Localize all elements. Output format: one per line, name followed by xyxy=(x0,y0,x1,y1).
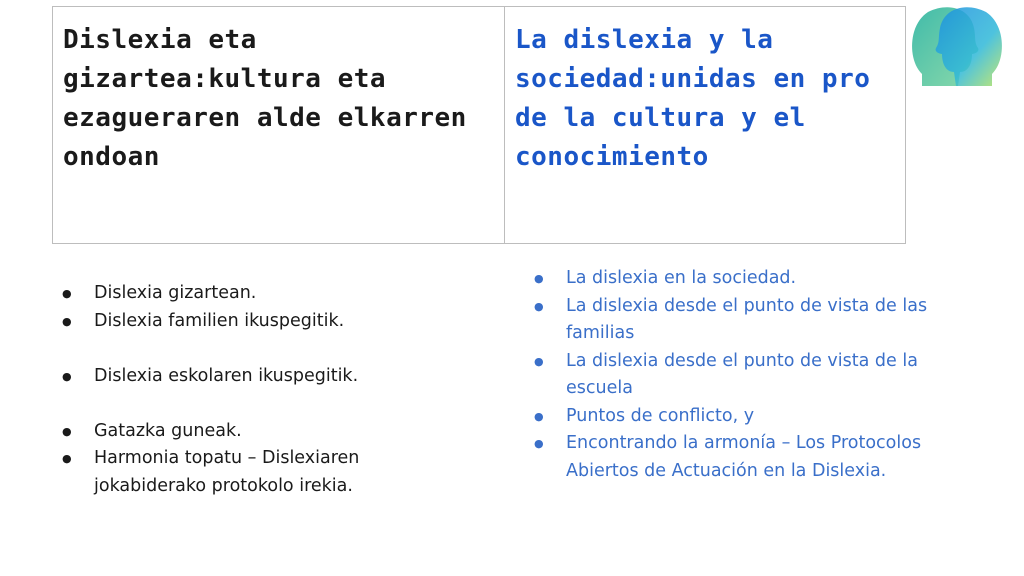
list-item: ● Puntos de conflicto, y xyxy=(530,403,970,431)
list-item: ● Dislexia gizartean. xyxy=(58,280,418,308)
basque-topic-list xyxy=(58,280,418,500)
list-item: ● La dislexia en la sociedad. xyxy=(530,265,970,293)
list-item: ● La dislexia desde el punto de vista de las familias xyxy=(530,293,970,348)
list-item: ● Dislexia familien ikuspegitik. xyxy=(58,308,418,336)
list-item: ● Harmonia topatu – Dislexiaren jokabiderako protokolo irekia. xyxy=(58,445,418,500)
two-heads-logo-icon xyxy=(908,2,1006,94)
list-item: ● Dislexia eskolaren ikuspegitik. xyxy=(58,363,418,391)
list-item: ● Encontrando la armonía – Los Protocolos Abiertos de Actuación en la Dislexia. xyxy=(530,430,970,485)
list-item: ● La dislexia desde el punto de vista de la escuela xyxy=(530,348,970,403)
list-item: ● Gatazka guneak. xyxy=(58,418,418,446)
title-table xyxy=(52,6,906,244)
title-spanish: La dislexia y la sociedad:unidas en pro de la cultura y el conocimiento xyxy=(515,25,871,172)
title-basque: Dislexia eta gizartea:kultura eta ezagueraren alde elkarren ondoan xyxy=(53,7,505,243)
spanish-topic-list xyxy=(530,265,970,485)
